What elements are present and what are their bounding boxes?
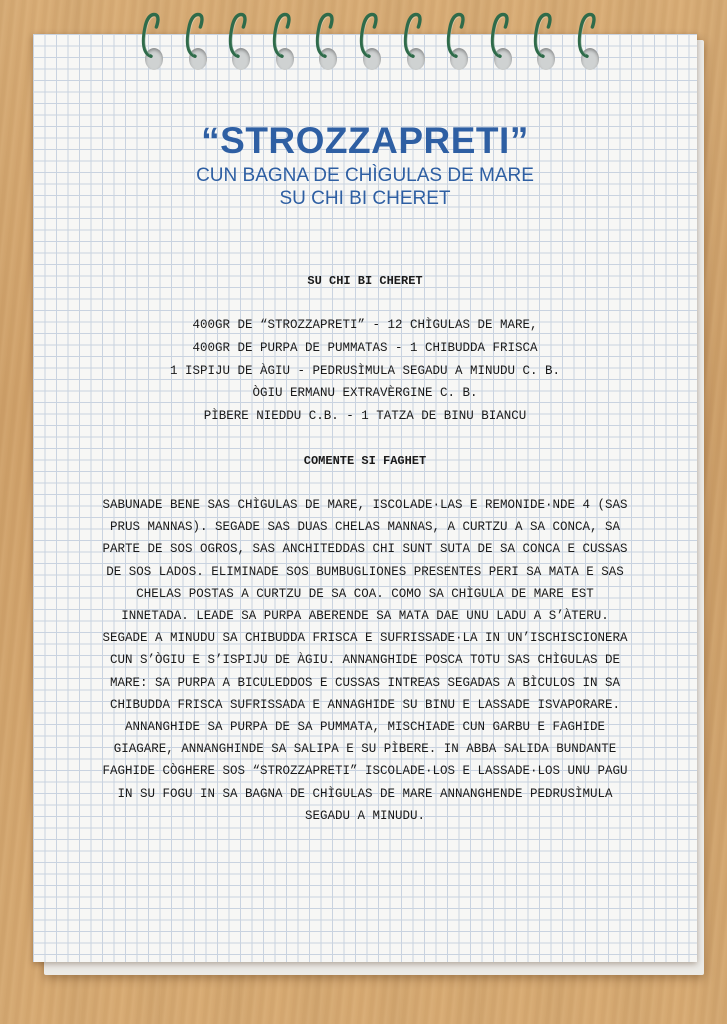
method-heading: COMENTE SI FAGHET xyxy=(303,454,427,468)
method-line: IN SU FOGU IN SA BAGNA DE CHÌGULAS DE MARE ANNANGHENDE PEDRUSÌMULA xyxy=(117,786,613,801)
ingredients-heading: SU CHI BI CHERET xyxy=(307,274,423,288)
method-line: DE SOS LADOS. ELIMINADE SOS BUMBUGLIONES PRESENTES PERI SA MATA E SAS xyxy=(106,564,624,579)
recipe-subtitle-line-1: CUN BAGNA DE CHÌGULAS DE MARE xyxy=(196,165,534,186)
method-line: SEGADE A MINUDU SA CHIBUDDA FRISCA E SUFRISSADE·LA IN UN’ISCHISCIONERA xyxy=(102,631,628,646)
spiral-ring-icon xyxy=(490,4,510,70)
spiral-ring-icon xyxy=(359,4,379,70)
method-line: GIAGARE, ANNANGHINDE SA SALIPA E SU PÌBERE. IN ABBA SALIDA BUNDANTE xyxy=(113,742,617,757)
spiral-ring-icon xyxy=(272,4,292,70)
title-block xyxy=(33,118,697,210)
ingredient-line: 1 ISPIJU DE ÀGIU - PEDRUSÌMULA SEGADU A MINUDU C. B. xyxy=(169,363,561,378)
method-line: CHIBUDDA FRISCA SUFRISSADA E ANNAGHIDE SU BINU E LASSADE ISVAPORARE. xyxy=(109,697,621,712)
spiral-ring-icon xyxy=(533,4,553,70)
ingredient-line: 400GR DE “STROZZAPRETI” - 12 CHÌGULAS DE MARE, xyxy=(192,318,538,332)
spiral-ring-icon xyxy=(141,4,161,70)
spiral-ring-icon xyxy=(228,4,248,70)
method-line: PARTE DE SOS OGROS, SAS ANCHITEDDAS CHI SUNT SUTA DE SA CONCA E CUSSAS xyxy=(102,542,628,557)
spiral-ring-icon xyxy=(315,4,335,70)
recipe-subtitle-line-2: SU CHI BI CHERET xyxy=(279,188,451,209)
spiral-ring-icon xyxy=(185,4,205,70)
method-line: INNETADA. LEADE SA PURPA ABERENDE SA MATA DAE UNU LADU A S’ÀTERU. xyxy=(121,609,609,624)
ingredient-line: 400GR DE PURPA DE PUMMATAS - 1 CHIBUDDA FRISCA xyxy=(192,340,538,355)
spiral-ring-icon xyxy=(403,4,423,70)
method-line: SEGADU A MINUDU. xyxy=(304,808,426,823)
method-line: CUN S’ÒGIU E S’ISPIJU DE ÀGIU. ANNANGHIDE POSCA TOTU SAS CHÌGULAS DE xyxy=(109,653,621,668)
ingredient-line: ÒGIU ERMANU EXTRAVÈRGINE C. B. xyxy=(252,386,478,401)
method-line: FAGHIDE CÒGHERE SOS “STROZZAPRETI” ISCOLADE·LOS E LASSADE·LOS UNU PAGU xyxy=(102,764,628,779)
method-line: MARE: SA PURPA A BICULEDDOS E CUSSAS INTREAS SEGADAS A BÌCULOS IN SA xyxy=(109,675,621,690)
method-line: PRUS MANNAS). SEGADE SAS DUAS CHELAS MANNAS, A CURTZU A SA CONCA, SA xyxy=(109,520,621,535)
spiral-ring-icon xyxy=(446,4,466,70)
method-text xyxy=(62,494,668,827)
method-line: CHELAS POSTAS A CURTZU DE SA COA. COMO SA CHÌGULA DE MARE EST xyxy=(136,586,594,601)
ingredient-line: PÌBERE NIEDDU C.B. - 1 TATZA DE BINU BIANCU xyxy=(203,409,527,424)
ingredients-list xyxy=(33,314,697,428)
method-line: SABUNADE BENE SAS CHÌGULAS DE MARE, ISCOLADE·LAS E REMONIDE·NDE 4 (SAS xyxy=(102,498,628,512)
recipe-title: “STROZZAPRETI” xyxy=(201,120,529,161)
spiral-ring-icon xyxy=(577,4,597,70)
method-line: ANNANGHIDE SA PURPA DE SA PUMMATA, MISCHIADE CUN GARBU E FAGHIDE xyxy=(124,720,606,735)
spiral-binding xyxy=(0,0,727,80)
